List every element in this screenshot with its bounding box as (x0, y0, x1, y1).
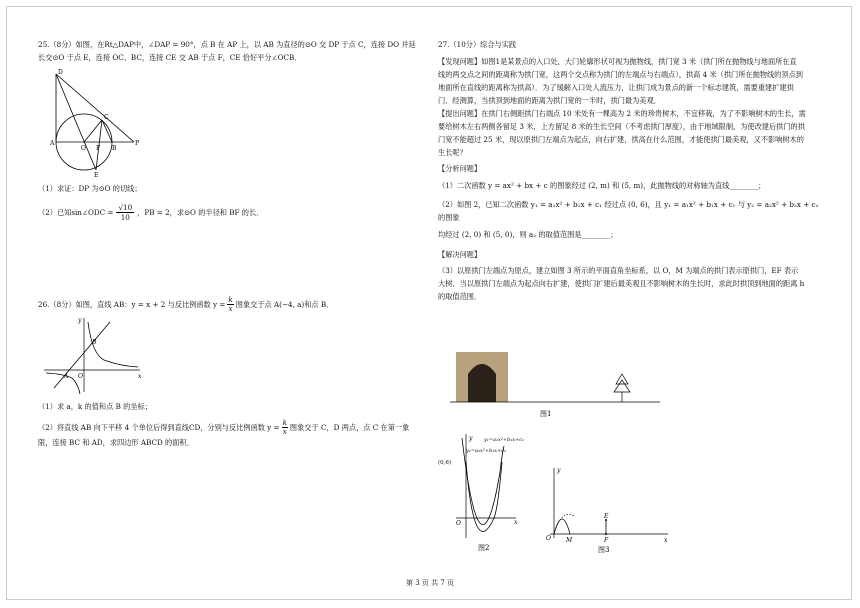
q25-line-oc (84, 120, 102, 142)
q27-fig2-label-y1: y₁=a₁x²+b₁x+c₁ (484, 437, 525, 443)
q25-label-o: O (81, 145, 86, 152)
q26-fraction (227, 296, 233, 313)
q27-fig2-label-y2: y₂=a₂x²+b₂x+c₂ (466, 448, 507, 454)
q25-part2-post: ，PB = 2，求⊙O 的半径和 BF 的长． (137, 208, 264, 217)
q27-line-4: 门．经测算，当拱顶到地面的距离为拱门宽的一半时，拱门最为美观． (438, 96, 661, 105)
left-column (38, 38, 416, 64)
q25-fraction (116, 203, 134, 222)
q25-line-cb (102, 120, 112, 142)
q27-fig1-arch (468, 364, 496, 402)
q26-stem (38, 296, 416, 313)
q25-stem-line1: 25.（8分）如图，在Rt△DAP中，∠DAP = 90°，点 B 在 AP 上，以 AB 为直径的⊙O 交 DP 于点 C，连接 DO 并延 (38, 40, 416, 49)
q27-fig2-label-y: y (469, 435, 473, 442)
q25-label-d: D (58, 69, 63, 76)
q26-parts (38, 400, 416, 449)
q26-part1: （1）求 a，k 的值和点 B 的坐标； (38, 402, 152, 411)
q26-part2-pre: （2）将直线 AB 向下平移 4 个单位后得到直线CD，分别与反比例函数 y = (38, 423, 280, 432)
q27-line-1: 【发现问题】如图1是某景点的入口处，大门轮廓形状可视为抛物线，拱门宽 3 米（拱门所在抛物线与地面所在直 (438, 57, 797, 66)
q27-fig3-arch (554, 519, 570, 534)
q27-fig3-label-y: y (557, 467, 561, 474)
q27-line-6: 要给树木左右两侧各留足 3 米，上方留足 8 米的生长空间（不考虑拱门厚度），由于地域限制，为使改建后拱门的拱 (438, 122, 805, 131)
q27-line-5: 【提出问题】在拱门右侧距拱门右端点 10 米处有一棵高为 2 米的珍贵树木，不宜移栽，为了不影响树木的生长，需 (438, 109, 806, 118)
q25-label-e: E (94, 172, 99, 178)
q27-title: 27.（10分）综合与实践 (438, 40, 517, 49)
q26-label-y: y (78, 317, 82, 324)
q26-fraction-den: x (228, 304, 233, 313)
q27-analysis-2a: （2）如图 2，已知二次函数 y₁ = a₁x² + b₁x + c₁ 经过点 (0, 6)，且 y₁ = a₁x² + b₁x + c₁ 与 y₂ = a₂x² + b₂x + c₂ 的图象 (438, 200, 819, 222)
q27-body (438, 55, 823, 159)
q26-label-x: x (138, 373, 142, 380)
q27-fig2-label-o: O (456, 520, 461, 527)
q27-analysis-1: （1）二次函数 y = ax² + bx + c 的图象经过 (2, m) 和 (5, m)，此抛物线的对称轴为直线________； (438, 181, 766, 190)
q27-fig3-label-x: x (664, 537, 668, 544)
q25-parts (38, 182, 416, 222)
q26-label-b: B (92, 339, 97, 346)
q27-fig2-label-06: (0,6) (438, 460, 452, 466)
q27-solve-title: 【解决问题】 (438, 250, 482, 259)
q25-figure (40, 66, 140, 178)
q27-fig1-caption: 图1 (540, 410, 552, 418)
q26-fraction-num: k (228, 295, 233, 304)
q25-line-dp (56, 74, 134, 142)
q26-part2-line2: 限，连接 BC 和 AD，求四边形 ABCD 的面积． (38, 438, 194, 447)
q26-label-o: O (78, 373, 83, 380)
q27-line-8: 生长呢？ (438, 148, 467, 157)
q27-solve-3: 的取值范围． (438, 292, 482, 301)
q25-label-f: F (96, 145, 101, 152)
q26-stem-post: 图象交于点 A(−4, a)和点 B． (235, 300, 334, 309)
q27-line-3: 地面所在直线的距离称为拱高）．为了缓解入口处人流压力，让拱门成为景点的新一个标志建筑，需要重建扩建拱 (438, 83, 794, 92)
q25-label-a: A (50, 140, 55, 147)
q27-line-7: 门宽不能超过 25 米，现以原拱门左端点为起点，向右扩建，拱高在什么范围，才能使拱门最美观，又不影响树木的 (438, 135, 804, 144)
q27-analysis-2b: 均经过 (2, 0) 和 (5, 0)，则 a₂ 的取值范围是________； (438, 230, 618, 239)
q27-fig3-label-f: F (604, 537, 609, 544)
q27-solve-1: （3）以原拱门左端点为原点，建立如图 3 所示的平面直角坐标系，以 O，M 为端点的拱门表示原拱门，EF 表示 (438, 266, 799, 275)
q25-label-c: C (104, 114, 109, 121)
q25-part1: （1）求证：DP 为⊙O 的切线； (38, 184, 142, 193)
q25-part2 (38, 203, 416, 222)
q26-part2 (38, 419, 416, 436)
q27-fig3-label-o: O (546, 535, 551, 542)
q27-fig2-caption: 图2 (478, 544, 490, 552)
q27-fig3-label-e: E (604, 513, 609, 520)
q27-fig3-label-m: M (566, 537, 573, 544)
q26-figure (40, 314, 144, 396)
q27-figure-3 (540, 464, 674, 556)
q27-figure-2 (436, 432, 548, 556)
q27-fig3-caption: 图3 (598, 546, 610, 554)
q26-stem-pre: 26.（8分）如图，直线 AB：y = x + 2 与反比例函数 y = (38, 300, 226, 309)
q27-fig1-tree-bottom (614, 380, 630, 392)
q25-fraction-den: 10 (120, 213, 130, 222)
q26-hyperbola-q3 (46, 373, 80, 394)
q26-part2-post: 图象交于 C，D 两点，点 C 在第一象 (289, 423, 410, 432)
q25-label-b: B (112, 145, 117, 152)
q27-line-2: 线的两交点之间的距离称为拱门宽，这两个交点称为拱门的左端点与右端点），拱高 4 米（拱门所在抛物线的顶点到 (438, 70, 803, 79)
q27-fig2-curve-y1 (466, 462, 502, 531)
q25-label-p: P (135, 140, 140, 147)
q27-fig2-label-x: x (514, 519, 518, 526)
q27-analysis-title: 【分析问题】 (438, 164, 482, 173)
right-column (438, 38, 823, 303)
page-footer: 第 3 页 共 7 页 (405, 579, 455, 587)
q27-fig3-point-f (605, 533, 607, 535)
q25-part2-pre: （2）已知sin∠ODC = (38, 208, 114, 217)
q25-stem-line2: 长交⊙O 于点 E，连接 OC、BC，连接 CE 交 AB 于点 F，CE 恰好平分∠OCB． (38, 53, 302, 62)
q26-part2-fraction-num: k (282, 418, 287, 427)
q25-line-de (56, 74, 96, 170)
q27-fig1-tree-top (616, 374, 628, 384)
q27-solve-2: 大树．当以原拱门左端点为起点向右扩建，使拱门扩建后最美观且不影响树木的生长时，求此时拱顶到地面的距离 h (438, 279, 805, 288)
q26-label-a: A (64, 373, 69, 380)
q26-part2-fraction-den: x (282, 427, 287, 436)
q25-fraction-num: √10 (118, 203, 133, 212)
q27-figure-1 (448, 348, 664, 420)
q26-part2-fraction (282, 419, 288, 436)
